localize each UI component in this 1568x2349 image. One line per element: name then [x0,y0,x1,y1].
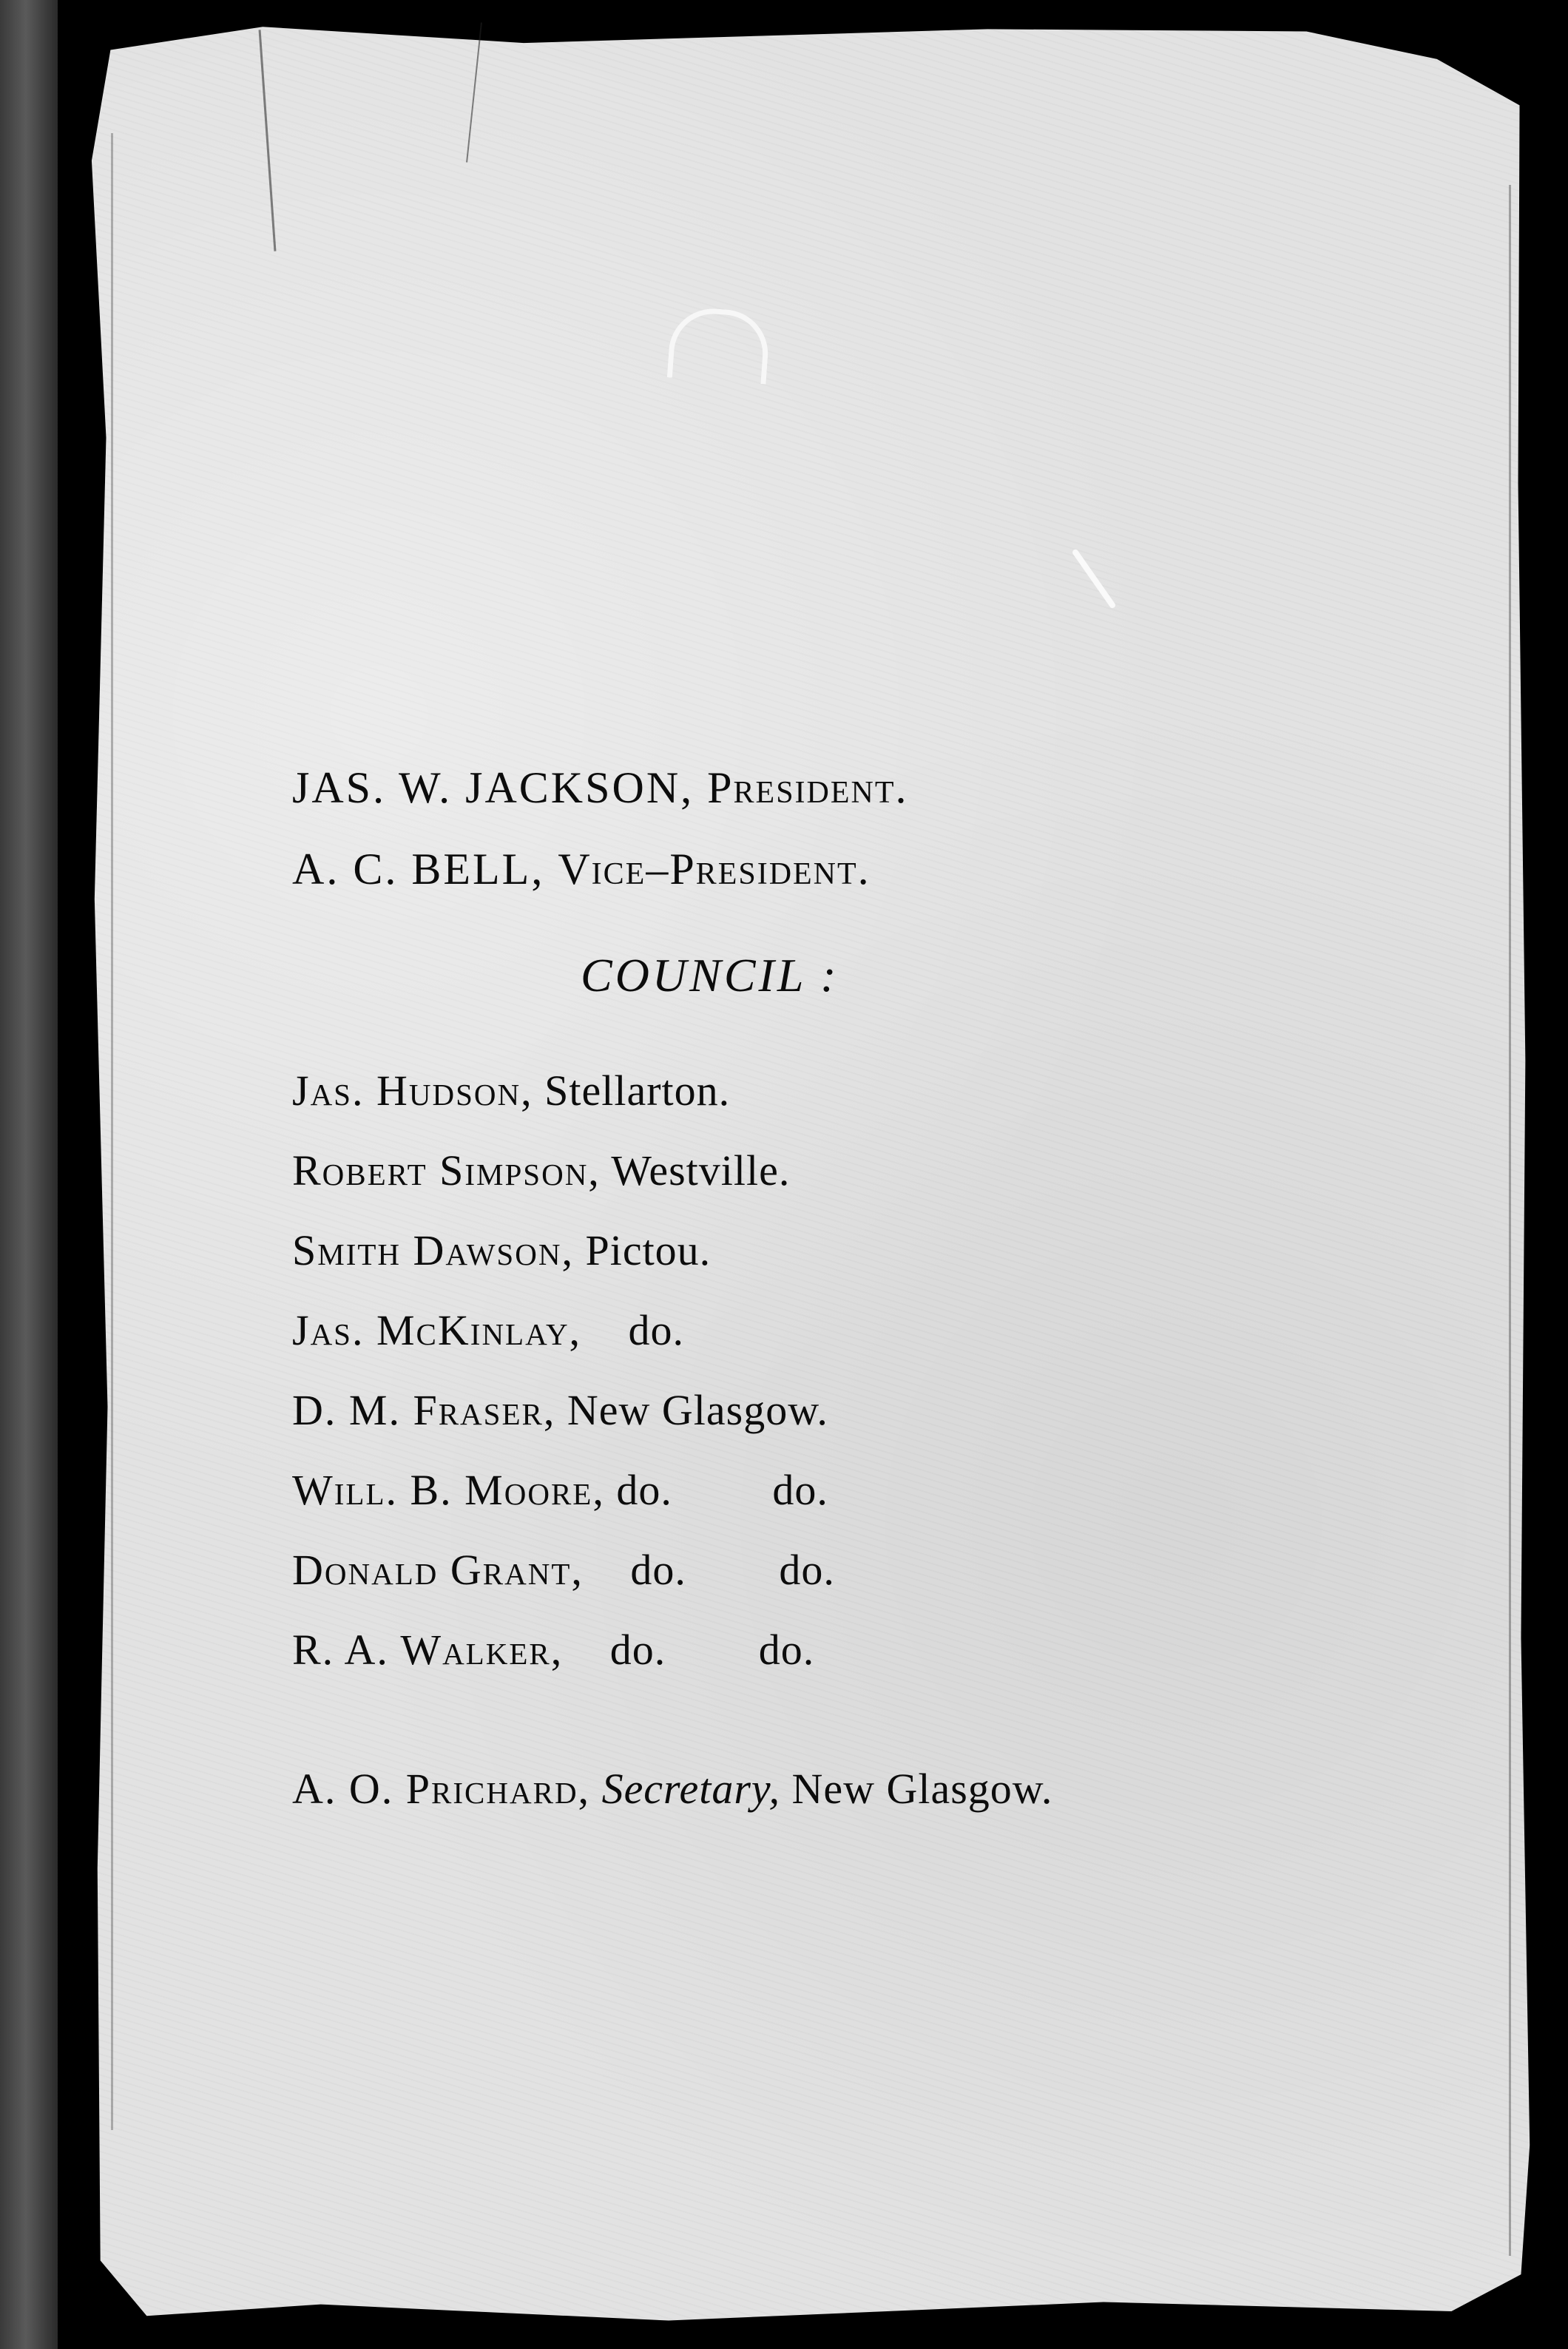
paper-crease [1509,185,1511,2256]
member-place: Stellarton. [544,1067,731,1115]
member-place: Pictou. [585,1226,712,1274]
member-place: do. [630,1546,686,1594]
member-name: Jas. Hudson, [292,1067,533,1115]
secretary-name: A. O. Prichard, [292,1765,591,1813]
member-place-ditto: do. [779,1546,835,1594]
secretary-line [292,1763,1052,1815]
council-heading: COUNCIL : [581,949,839,1001]
council-member [292,1464,828,1516]
council-member [292,1145,790,1197]
paper-crease [111,133,113,2130]
member-name: Donald Grant, [292,1546,584,1594]
council-member [292,1065,730,1117]
vice-president-line [292,843,871,895]
vice-president-title: Vice–President. [558,845,871,893]
member-place-ditto: do. [758,1626,815,1674]
council-member [292,1385,828,1436]
member-name: Robert Simpson, [292,1146,601,1194]
council-member [292,1305,684,1356]
council-member [292,1225,711,1277]
member-place: New Glasgow. [567,1386,828,1434]
member-place: do. [616,1466,672,1514]
president-title: President. [707,763,908,812]
president-name: JAS. W. JACKSON, [292,763,695,812]
secretary-place: New Glasgow. [791,1765,1053,1813]
member-place: do. [628,1306,685,1354]
member-place-ditto: do. [772,1466,828,1514]
secretary-role: Secretary, [601,1765,780,1813]
president-line [292,762,908,814]
council-member [292,1544,835,1596]
scan-binding-edge [0,0,58,2349]
member-place: do. [609,1626,666,1674]
member-name: Smith Dawson, [292,1226,574,1274]
member-name: R. A. Walker, [292,1626,564,1674]
vice-president-name: A. C. BELL, [292,845,545,893]
member-place: Westville. [611,1146,791,1194]
member-name: Will. B. Moore, [292,1466,605,1514]
council-member [292,1624,814,1676]
member-name: Jas. McKinlay, [292,1306,582,1354]
member-name: D. M. Fraser, [292,1386,556,1434]
